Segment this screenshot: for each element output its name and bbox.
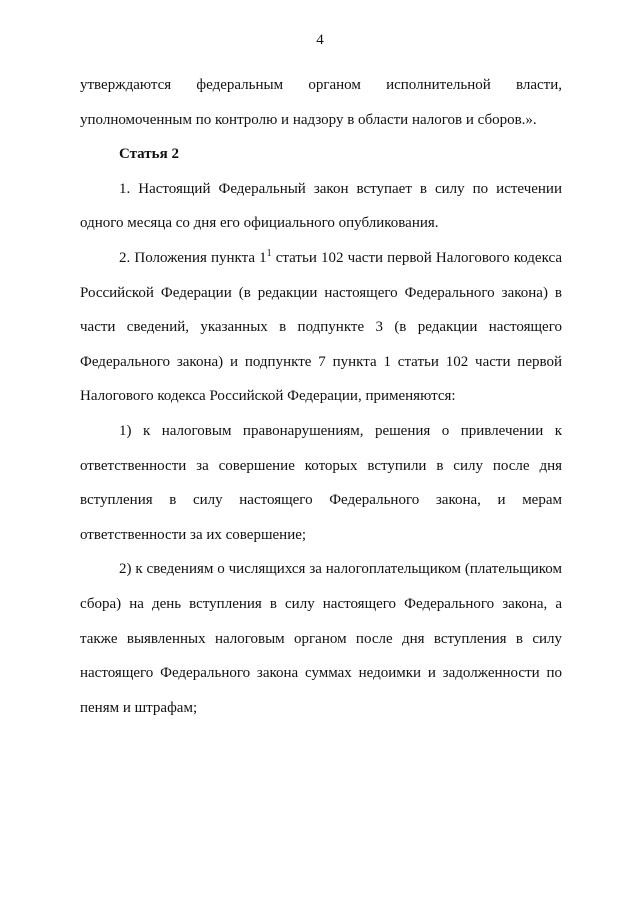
article-heading: Статья 2 — [119, 146, 179, 163]
text-line: 1. Настоящий Федеральный закон вступает в силу по истечении — [119, 180, 562, 197]
text-line: также выявленных налоговым органом после дня вступления в силу — [80, 630, 562, 647]
paragraph-2 — [80, 241, 562, 414]
text-line: пеням и штрафам; — [80, 699, 198, 716]
text-fragment: 2. Положения пункта 1 — [119, 249, 267, 266]
text-line: Налогового кодекса Российской Федерации, применяются: — [80, 388, 456, 405]
text-line: сбора) на день вступления в силу настоящего Федерального закона, а — [80, 595, 562, 612]
document-body — [80, 68, 562, 725]
continuation-paragraph — [80, 68, 562, 137]
text-line: части сведений, указанных в подпункте 3 (в редакции настоящего — [80, 319, 562, 336]
text-line: настоящего Федерального закона суммах недоимки и задолженности по — [80, 665, 562, 682]
text-line: ответственности за их совершение; — [80, 526, 307, 543]
text-line: уполномоченным по контролю и надзору в области налогов и сборов.». — [80, 111, 537, 128]
page-number: 4 — [316, 32, 324, 48]
list-item-1 — [80, 414, 562, 552]
text-line: одного месяца со дня его официального опубликования. — [80, 215, 439, 232]
text-line: утверждаются федеральным органом исполнительной власти, — [80, 77, 562, 93]
text-line: Федерального закона) и подпункте 7 пункта 1 статьи 102 части первой — [80, 353, 562, 370]
text-line: 1) к налоговым правонарушениям, решения о привлечении к — [119, 422, 562, 439]
superscript: 1 — [266, 247, 272, 259]
text-line: вступления в силу настоящего Федерального закона, и мерам — [80, 492, 562, 509]
text-line: ответственности за совершение которых вступили в силу после дня — [80, 457, 562, 474]
text-line: 2) к сведениям о числящихся за налогоплательщиком (плательщиком — [119, 561, 562, 578]
text-fragment: статьи 102 части первой Налогового кодекса — [271, 249, 562, 266]
text-line: Российской Федерации (в редакции настоящего Федерального закона) в — [80, 284, 562, 301]
text-line — [80, 241, 562, 276]
list-item-2 — [80, 552, 562, 725]
paragraph-1 — [80, 172, 562, 241]
